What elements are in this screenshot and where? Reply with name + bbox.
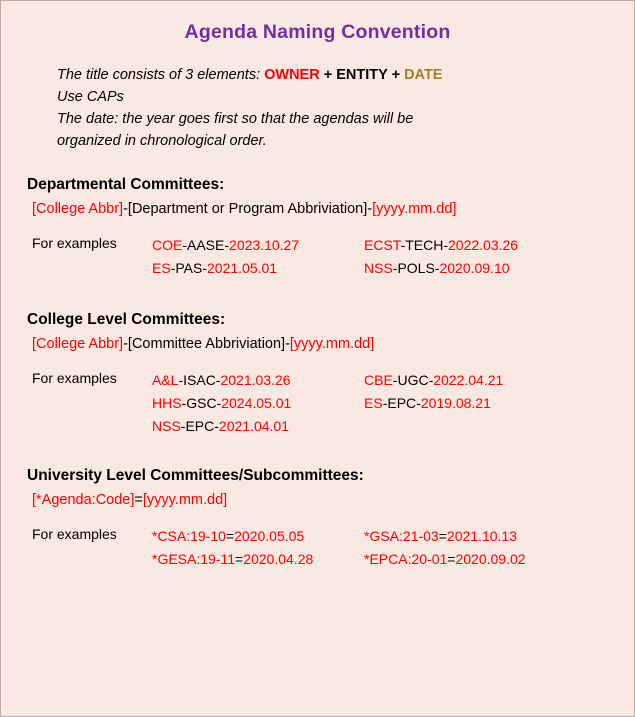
examples-columns [152, 234, 634, 279]
pattern-college-abbr: [College Abbr] [32, 336, 124, 353]
example-date: 2020.09.10 [439, 259, 510, 276]
example-entity: -GSC- [181, 395, 222, 412]
intro-block [57, 64, 577, 152]
example-owner: *EPCA:20-01 [364, 551, 448, 568]
example-owner: *GESA:19-11 [152, 551, 236, 568]
example-owner: CBE [364, 372, 393, 389]
page-title: Agenda Naming Convention [184, 21, 451, 43]
example-owner: COE [152, 237, 183, 254]
example-item [364, 548, 584, 571]
pattern-middle: = [134, 492, 143, 509]
entity-token: ENTITY [336, 67, 388, 83]
example-entity: -UGC- [392, 372, 434, 389]
example-item [152, 525, 364, 548]
examples-column-2 [364, 525, 584, 570]
examples-block [32, 369, 634, 437]
example-date: 2021.03.26 [220, 372, 291, 389]
example-date: 2021.05.01 [207, 259, 278, 276]
example-item [152, 234, 364, 257]
example-owner: *CSA:19-10 [152, 528, 226, 545]
example-item [152, 548, 364, 571]
examples-column-1 [152, 525, 364, 570]
examples-block [32, 525, 634, 570]
plus-2: + [387, 67, 405, 83]
examples-label: For examples [32, 235, 117, 252]
example-item [152, 415, 364, 438]
intro-line-3: The date: the year goes first so that the agendas will be [57, 111, 414, 128]
examples-column-1 [152, 369, 364, 437]
section-pattern [32, 336, 634, 352]
example-date: 2022.04.21 [433, 372, 504, 389]
section-college-level-committees [27, 311, 634, 437]
example-owner: HHS [152, 395, 182, 412]
example-date: 2020.09.02 [455, 551, 526, 568]
intro-line-2: Use CAPs [57, 89, 124, 106]
examples-column-2 [364, 234, 584, 279]
section-pattern [32, 201, 634, 217]
pattern-college-abbr: [College Abbr] [32, 201, 124, 218]
pattern-date: [yyyy.mm.dd] [289, 336, 375, 353]
example-entity: = [447, 551, 456, 568]
example-date: 2024.05.01 [221, 395, 292, 412]
example-item [364, 392, 584, 415]
intro-line-4: organized in chronological order. [57, 133, 267, 150]
example-entity: -EPC- [382, 395, 421, 412]
pattern-agenda-code: [*Agenda:Code] [32, 492, 135, 509]
examples-column-2 [364, 369, 584, 437]
example-date: 2019.08.21 [420, 395, 491, 412]
example-date: 2023.10.27 [229, 237, 300, 254]
example-entity: -AASE- [182, 237, 230, 254]
example-entity: = [438, 528, 447, 545]
plus-1: + [319, 67, 337, 83]
example-entity: -POLS- [392, 259, 440, 276]
examples-columns [152, 525, 634, 570]
example-item [364, 369, 584, 392]
intro-line-1-prefix: The title consists of 3 elements: [57, 67, 265, 83]
example-entity: = [225, 528, 235, 545]
example-owner: NSS [364, 259, 393, 276]
example-date: 2021.04.01 [218, 417, 289, 434]
section-university-level-committees [27, 467, 634, 570]
pattern-date: [yyyy.mm.dd] [142, 492, 228, 509]
example-date: 2022.03.26 [448, 237, 519, 254]
pattern-middle: -[Department or Program Abbriviation]- [123, 201, 373, 218]
example-owner: A&L [152, 372, 179, 389]
section-heading: Departmental Committees: [27, 176, 225, 194]
example-owner: ECST [364, 237, 401, 254]
example-item [152, 369, 364, 392]
example-entity: -ISAC- [178, 372, 221, 389]
example-owner: NSS [152, 417, 181, 434]
intro-line-1 [57, 64, 577, 86]
example-entity: -EPC- [180, 417, 219, 434]
example-entity: = [235, 551, 244, 568]
date-token: DATE [404, 67, 443, 83]
example-owner: ES [152, 259, 171, 276]
example-owner: *GSA:21-03 [364, 528, 439, 545]
example-date: 2020.04.28 [243, 551, 314, 568]
examples-columns [152, 369, 634, 437]
example-date: 2021.10.13 [446, 528, 517, 545]
example-item [152, 392, 364, 415]
section-heading: University Level Committees/Subcommittees: [27, 467, 364, 485]
section-heading: College Level Committees: [27, 311, 226, 329]
example-item [364, 525, 584, 548]
section-departmental-committees [27, 176, 634, 279]
example-entity: -TECH- [400, 237, 449, 254]
example-entity: -PAS- [170, 259, 207, 276]
example-owner: ES [364, 395, 383, 412]
owner-token: OWNER [264, 67, 320, 83]
examples-label: For examples [32, 370, 117, 387]
examples-label: For examples [32, 526, 117, 543]
example-item [364, 257, 584, 280]
examples-block [32, 234, 634, 279]
pattern-date: [yyyy.mm.dd] [372, 201, 457, 218]
example-item [364, 234, 584, 257]
example-date: 2020.05.05 [234, 528, 305, 545]
section-pattern [32, 492, 634, 508]
example-item [152, 257, 364, 280]
examples-column-1 [152, 234, 364, 279]
pattern-middle: -[Committee Abbriviation]- [123, 336, 290, 353]
